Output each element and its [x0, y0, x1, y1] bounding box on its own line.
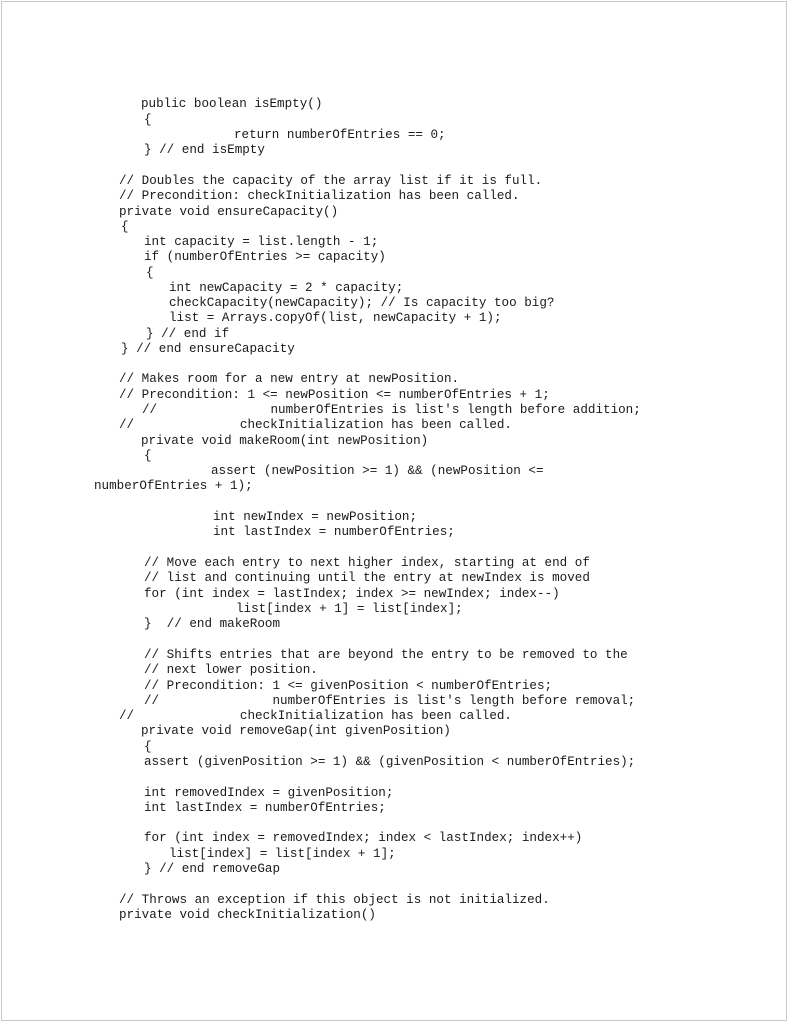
- code-line: } // end makeRoom: [144, 617, 281, 631]
- code-line: private void makeRoom(int newPosition): [141, 434, 429, 448]
- code-line: // Move each entry to next higher index, starting at end of: [144, 556, 590, 570]
- code-line: } // end ensureCapacity: [121, 342, 295, 356]
- code-line: list[index] = list[index + 1];: [169, 847, 396, 861]
- code-line: int capacity = list.length - 1;: [144, 235, 379, 249]
- code-line: int lastIndex = numberOfEntries;: [144, 801, 386, 815]
- code-line: for (int index = removedIndex; index < lastIndex; index++): [144, 831, 583, 845]
- code-line: {: [144, 113, 152, 127]
- code-line: list = Arrays.copyOf(list, newCapacity + 1);: [169, 311, 502, 325]
- code-line: if (numberOfEntries >= capacity): [144, 250, 386, 264]
- code-line: // next lower position.: [144, 663, 318, 677]
- code-line: // Precondition: 1 <= newPosition <= numberOfEntries + 1;: [119, 388, 550, 402]
- code-line: {: [146, 266, 154, 280]
- code-line: public boolean isEmpty(): [141, 97, 323, 111]
- code-line: assert (givenPosition >= 1) && (givenPosition < numberOfEntries);: [144, 755, 636, 769]
- code-line: private void checkInitialization(): [119, 908, 376, 922]
- code-line: private void removeGap(int givenPosition): [141, 724, 451, 738]
- code-line: } // end isEmpty: [144, 143, 265, 157]
- code-line: // Precondition: 1 <= givenPosition < numberOfEntries;: [144, 679, 553, 693]
- code-line: assert (newPosition >= 1) && (newPosition <=: [211, 464, 544, 478]
- code-line: // numberOfEntries is list's length before addition;: [142, 403, 641, 417]
- code-line: for (int index = lastIndex; index >= newIndex; index--): [144, 587, 560, 601]
- code-line: int newIndex = newPosition;: [213, 510, 418, 524]
- code-line: int newCapacity = 2 * capacity;: [169, 281, 404, 295]
- code-line: private void ensureCapacity(): [119, 205, 339, 219]
- code-line: // Throws an exception if this object is not initialized.: [119, 893, 550, 907]
- code-line: {: [144, 449, 152, 463]
- code-line: // checkInitialization has been called.: [119, 418, 512, 432]
- code-line: int lastIndex = numberOfEntries;: [213, 525, 455, 539]
- code-line: return numberOfEntries == 0;: [234, 128, 446, 142]
- code-line: // list and continuing until the entry at newIndex is moved: [144, 571, 590, 585]
- code-line: checkCapacity(newCapacity); // Is capacity too big?: [169, 296, 555, 310]
- code-line: // Doubles the capacity of the array list if it is full.: [119, 174, 543, 188]
- code-line: // Precondition: checkInitialization has been called.: [119, 189, 520, 203]
- code-line: int removedIndex = givenPosition;: [144, 786, 394, 800]
- code-line: list[index + 1] = list[index];: [236, 602, 463, 616]
- code-line: // numberOfEntries is list's length before removal;: [144, 694, 636, 708]
- code-line: {: [121, 220, 129, 234]
- code-line: // Shifts entries that are beyond the entry to be removed to the: [144, 648, 628, 662]
- code-line: } // end if: [146, 327, 230, 341]
- code-line: numberOfEntries + 1);: [94, 479, 253, 493]
- code-line: // Makes room for a new entry at newPosition.: [119, 372, 460, 386]
- document-page: [1, 1, 787, 1021]
- code-line: {: [144, 740, 152, 754]
- code-line: // checkInitialization has been called.: [119, 709, 512, 723]
- code-line: } // end removeGap: [144, 862, 281, 876]
